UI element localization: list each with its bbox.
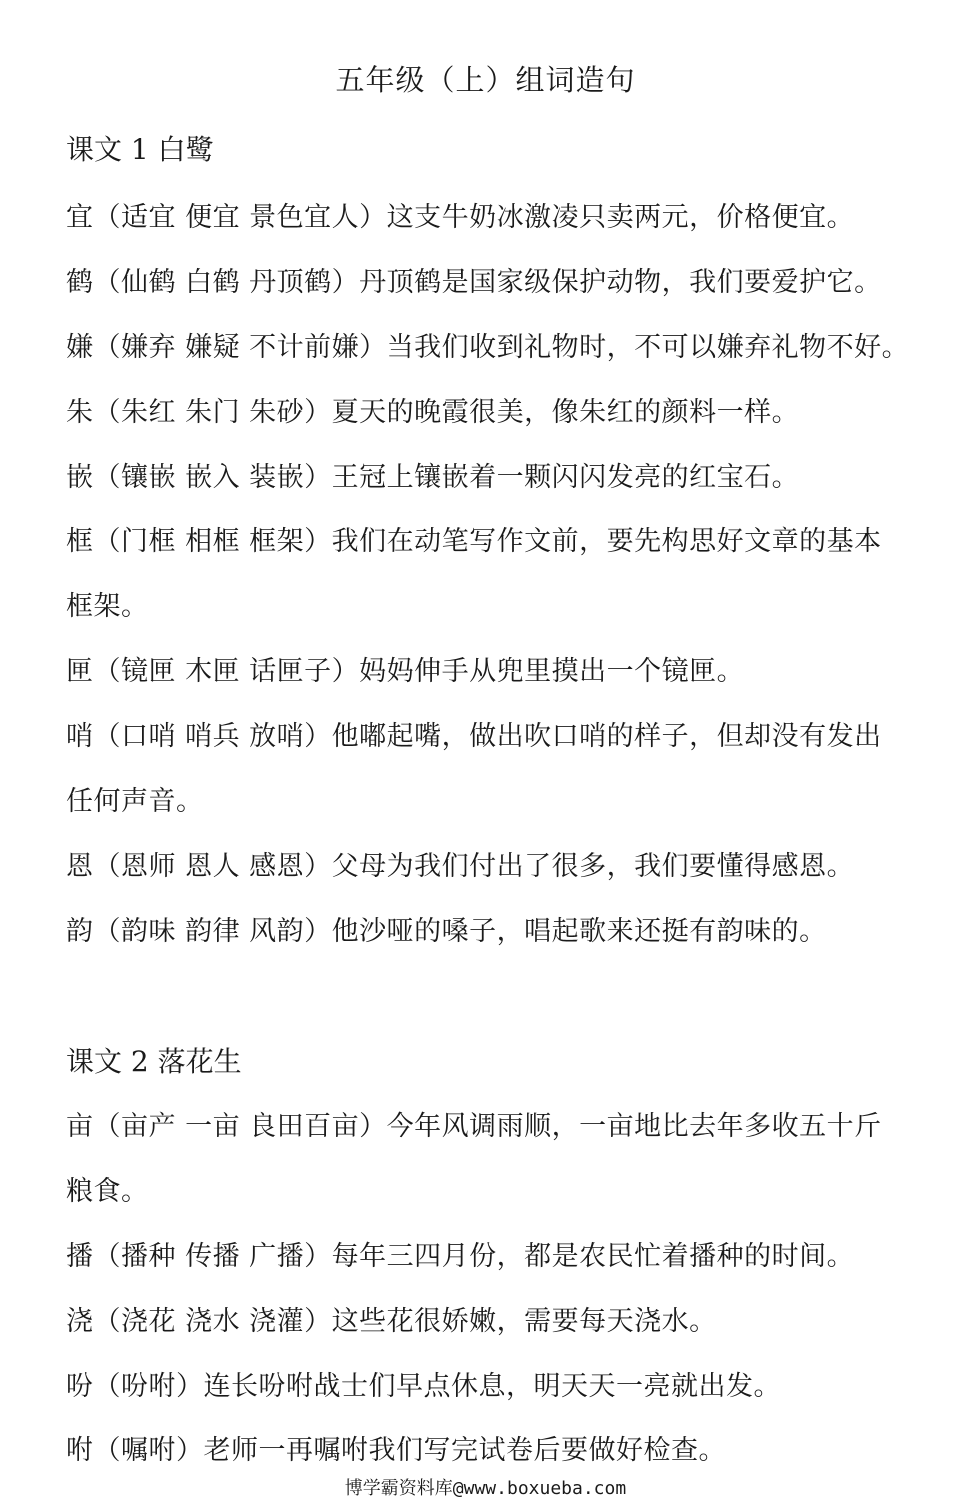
- section-heading-1: 课文 1 白鹭: [66, 133, 214, 166]
- text-line: 框架。: [66, 591, 149, 622]
- text-line: 匣（镜匣 木匣 话匣子）妈妈伸手从兜里摸出一个镜匣。: [66, 656, 745, 687]
- footer-watermark: 博学霸资料库@www.boxueba.com: [344, 1478, 627, 1499]
- text-line: 吩（吩咐）连长吩咐战士们早点休息，明天天一亮就出发。: [66, 1371, 781, 1402]
- text-line: 嫌（嫌弃 嫌疑 不计前嫌）当我们收到礼物时，不可以嫌弃礼物不好。: [66, 332, 910, 363]
- text-line: 恩（恩师 恩人 感恩）父母为我们付出了很多，我们要懂得感恩。: [66, 851, 855, 882]
- page-title: 五年级（上）组词造句: [335, 63, 636, 97]
- text-line: 浇（浇花 浇水 浇灌）这些花很娇嫩，需要每天浇水。: [66, 1306, 717, 1337]
- section-heading-2: 课文 2 落花生: [66, 1045, 242, 1078]
- text-line: 鹤（仙鹤 白鹤 丹顶鹤）丹顶鹤是国家级保护动物，我们要爱护它。: [66, 267, 882, 298]
- text-line: 嵌（镶嵌 嵌入 装嵌）王冠上镶嵌着一颗闪闪发亮的红宝石。: [66, 462, 800, 493]
- text-line: 宜（适宜 便宜 景色宜人）这支牛奶冰激凌只卖两元，价格便宜。: [66, 202, 855, 233]
- text-line: 咐（嘱咐）老师一再嘱咐我们写完试卷后要做好检查。: [66, 1435, 726, 1466]
- text-line: 哨（口哨 哨兵 放哨）他嘟起嘴，做出吹口哨的样子，但却没有发出: [66, 721, 882, 752]
- text-line: 粮食。: [66, 1176, 149, 1207]
- text-line: 韵（韵味 韵律 风韵）他沙哑的嗓子，唱起歌来还挺有韵味的。: [66, 916, 827, 947]
- text-line: 播（播种 传播 广播）每年三四月份，都是农民忙着播种的时间。: [66, 1241, 855, 1272]
- text-line: 亩（亩产 一亩 良田百亩）今年风调雨顺，一亩地比去年多收五十斤: [66, 1111, 882, 1142]
- text-line: 任何声音。: [66, 786, 204, 817]
- text-line: 框（门框 相框 框架）我们在动笔写作文前，要先构思好文章的基本: [66, 526, 882, 557]
- text-line: 朱（朱红 朱门 朱砂）夏天的晚霞很美，像朱红的颜料一样。: [66, 397, 800, 428]
